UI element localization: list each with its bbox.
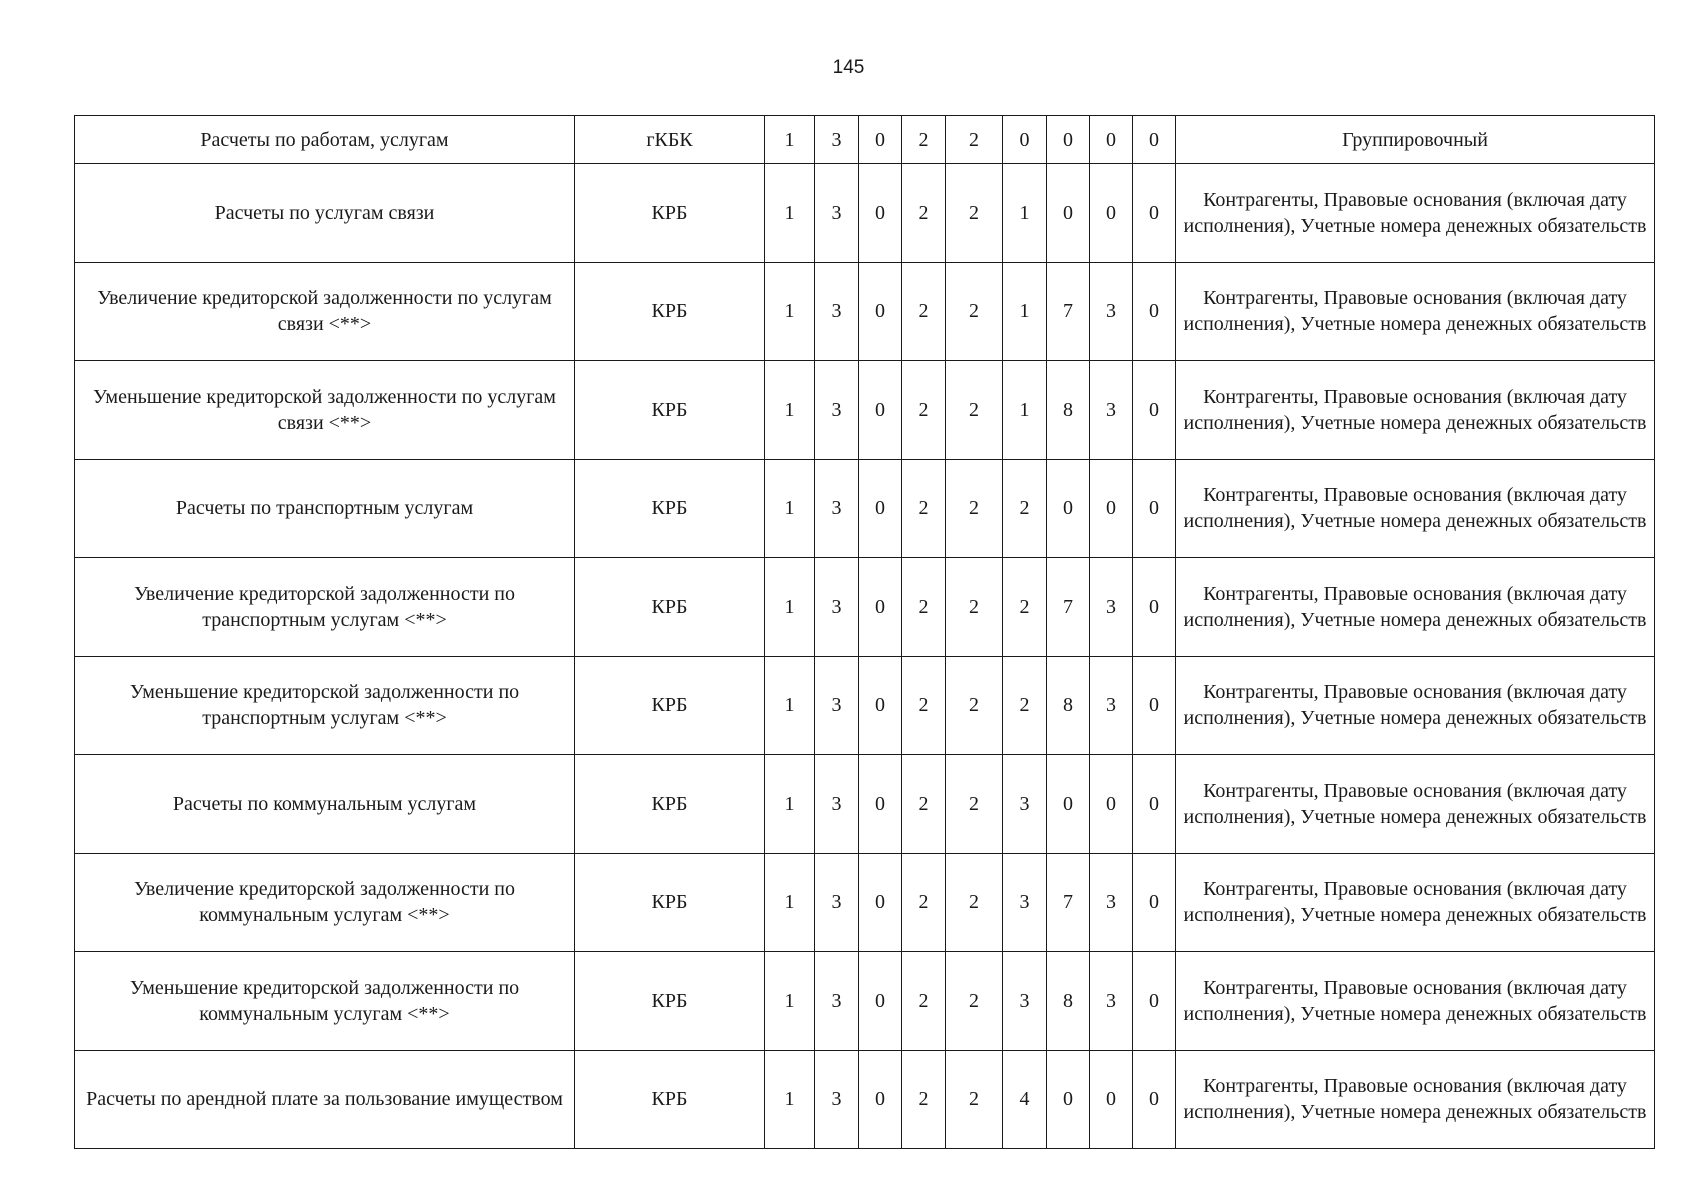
account-code-digit-cell: 1 — [765, 164, 815, 263]
account-code-digit-cell: 3 — [815, 656, 859, 755]
account-code-digit-cell: 2 — [902, 952, 946, 1051]
account-name-cell: Расчеты по коммунальным услугам — [75, 755, 575, 854]
account-code-digit-cell: 2 — [902, 262, 946, 361]
account-code-digit-cell: 2 — [946, 558, 1003, 657]
account-code-digit-cell: 2 — [1003, 459, 1047, 558]
account-code-digit-cell: 1 — [1003, 262, 1047, 361]
account-code-digit-cell: 1 — [765, 656, 815, 755]
account-code-digit-cell: 2 — [902, 853, 946, 952]
account-code-digit-cell: 2 — [1003, 656, 1047, 755]
accounts-table — [74, 115, 1655, 1149]
account-name-cell: Уменьшение кредиторской задолженности по коммунальным услугам <**> — [75, 952, 575, 1051]
account-type-cell: КРБ — [575, 853, 765, 952]
account-type-cell: КРБ — [575, 1050, 765, 1149]
account-code-digit-cell: 0 — [859, 459, 902, 558]
table-row — [75, 262, 1655, 361]
account-code-digit-cell: 0 — [859, 952, 902, 1051]
account-code-digit-cell: 3 — [1090, 558, 1133, 657]
analytics-attributes-cell: Контрагенты, Правовые основания (включая дату исполнения), Учетные номера денежных обязательств — [1176, 1050, 1655, 1149]
account-name-cell: Расчеты по транспортным услугам — [75, 459, 575, 558]
account-code-digit-cell: 1 — [765, 361, 815, 460]
account-type-cell: КРБ — [575, 755, 765, 854]
account-code-digit-cell: 8 — [1047, 952, 1090, 1051]
account-code-digit-cell: 2 — [902, 116, 946, 164]
account-code-digit-cell: 3 — [1090, 361, 1133, 460]
account-code-digit-cell: 1 — [1003, 361, 1047, 460]
analytics-attributes-cell: Группировочный — [1176, 116, 1655, 164]
account-code-digit-cell: 0 — [859, 755, 902, 854]
account-code-digit-cell: 0 — [1133, 952, 1176, 1051]
account-code-digit-cell: 0 — [1003, 116, 1047, 164]
table-row — [75, 459, 1655, 558]
account-code-digit-cell: 2 — [902, 1050, 946, 1149]
table-row — [75, 558, 1655, 657]
account-code-digit-cell: 0 — [1133, 558, 1176, 657]
account-code-digit-cell: 3 — [815, 952, 859, 1051]
account-code-digit-cell: 0 — [1133, 164, 1176, 263]
account-code-digit-cell: 0 — [1133, 1050, 1176, 1149]
account-code-digit-cell: 3 — [815, 262, 859, 361]
account-code-digit-cell: 0 — [1047, 1050, 1090, 1149]
account-code-digit-cell: 1 — [765, 116, 815, 164]
account-code-digit-cell: 2 — [946, 262, 1003, 361]
account-code-digit-cell: 1 — [765, 262, 815, 361]
account-code-digit-cell: 0 — [859, 116, 902, 164]
account-code-digit-cell: 3 — [815, 116, 859, 164]
table-row — [75, 755, 1655, 854]
account-code-digit-cell: 3 — [1003, 755, 1047, 854]
account-type-cell: гКБК — [575, 116, 765, 164]
account-code-digit-cell: 0 — [1047, 755, 1090, 854]
analytics-attributes-cell: Контрагенты, Правовые основания (включая дату исполнения), Учетные номера денежных обязательств — [1176, 459, 1655, 558]
table-row — [75, 1050, 1655, 1149]
account-code-digit-cell: 0 — [1090, 755, 1133, 854]
account-code-digit-cell: 7 — [1047, 262, 1090, 361]
account-code-digit-cell: 0 — [859, 262, 902, 361]
account-code-digit-cell: 3 — [815, 558, 859, 657]
account-name-cell: Увеличение кредиторской задолженности по услугам связи <**> — [75, 262, 575, 361]
analytics-attributes-cell: Контрагенты, Правовые основания (включая дату исполнения), Учетные номера денежных обязательств — [1176, 558, 1655, 657]
account-code-digit-cell: 3 — [815, 459, 859, 558]
account-code-digit-cell: 2 — [902, 755, 946, 854]
account-code-digit-cell: 8 — [1047, 656, 1090, 755]
table-row — [75, 952, 1655, 1051]
account-code-digit-cell: 3 — [815, 755, 859, 854]
account-code-digit-cell: 2 — [946, 1050, 1003, 1149]
analytics-attributes-cell: Контрагенты, Правовые основания (включая дату исполнения), Учетные номера денежных обязательств — [1176, 755, 1655, 854]
account-code-digit-cell: 2 — [946, 164, 1003, 263]
table-body — [75, 116, 1655, 1149]
account-type-cell: КРБ — [575, 459, 765, 558]
account-code-digit-cell: 1 — [765, 558, 815, 657]
account-code-digit-cell: 0 — [1133, 459, 1176, 558]
account-code-digit-cell: 2 — [902, 558, 946, 657]
analytics-attributes-cell: Контрагенты, Правовые основания (включая дату исполнения), Учетные номера денежных обязательств — [1176, 262, 1655, 361]
account-code-digit-cell: 0 — [1133, 361, 1176, 460]
account-code-digit-cell: 0 — [1047, 116, 1090, 164]
account-code-digit-cell: 0 — [1133, 262, 1176, 361]
account-code-digit-cell: 2 — [902, 164, 946, 263]
account-code-digit-cell: 2 — [946, 361, 1003, 460]
page-number: 145 — [832, 57, 865, 78]
account-code-digit-cell: 0 — [1090, 164, 1133, 263]
account-name-cell: Расчеты по работам, услугам — [75, 116, 575, 164]
account-code-digit-cell: 0 — [1090, 1050, 1133, 1149]
account-code-digit-cell: 7 — [1047, 853, 1090, 952]
account-code-digit-cell: 0 — [859, 361, 902, 460]
account-code-digit-cell: 2 — [902, 656, 946, 755]
account-code-digit-cell: 7 — [1047, 558, 1090, 657]
account-type-cell: КРБ — [575, 558, 765, 657]
account-code-digit-cell: 2 — [902, 459, 946, 558]
account-type-cell: КРБ — [575, 656, 765, 755]
table-row — [75, 656, 1655, 755]
account-code-digit-cell: 1 — [765, 755, 815, 854]
table-row — [75, 361, 1655, 460]
account-type-cell: КРБ — [575, 952, 765, 1051]
account-code-digit-cell: 3 — [1003, 952, 1047, 1051]
account-type-cell: КРБ — [575, 262, 765, 361]
analytics-attributes-cell: Контрагенты, Правовые основания (включая дату исполнения), Учетные номера денежных обязательств — [1176, 164, 1655, 263]
account-code-digit-cell: 2 — [1003, 558, 1047, 657]
account-name-cell: Увеличение кредиторской задолженности по коммунальным услугам <**> — [75, 853, 575, 952]
account-code-digit-cell: 3 — [815, 853, 859, 952]
account-code-digit-cell: 0 — [1133, 853, 1176, 952]
account-code-digit-cell: 3 — [1090, 656, 1133, 755]
account-code-digit-cell: 1 — [765, 459, 815, 558]
account-name-cell: Расчеты по арендной плате за пользование имуществом — [75, 1050, 575, 1149]
account-code-digit-cell: 0 — [859, 164, 902, 263]
account-type-cell: КРБ — [575, 164, 765, 263]
account-name-cell: Увеличение кредиторской задолженности по транспортным услугам <**> — [75, 558, 575, 657]
account-name-cell: Расчеты по услугам связи — [75, 164, 575, 263]
account-code-digit-cell: 8 — [1047, 361, 1090, 460]
account-name-cell: Уменьшение кредиторской задолженности по услугам связи <**> — [75, 361, 575, 460]
account-code-digit-cell: 2 — [946, 656, 1003, 755]
account-name-cell: Уменьшение кредиторской задолженности по транспортным услугам <**> — [75, 656, 575, 755]
account-code-digit-cell: 1 — [1003, 164, 1047, 263]
account-code-digit-cell: 0 — [859, 656, 902, 755]
table-row — [75, 853, 1655, 952]
account-code-digit-cell: 2 — [902, 361, 946, 460]
account-code-digit-cell: 4 — [1003, 1050, 1047, 1149]
account-code-digit-cell: 0 — [859, 558, 902, 657]
account-code-digit-cell: 0 — [1090, 459, 1133, 558]
account-code-digit-cell: 0 — [1133, 656, 1176, 755]
account-code-digit-cell: 0 — [1133, 116, 1176, 164]
account-code-digit-cell: 3 — [1003, 853, 1047, 952]
account-code-digit-cell: 1 — [765, 1050, 815, 1149]
analytics-attributes-cell: Контрагенты, Правовые основания (включая дату исполнения), Учетные номера денежных обязательств — [1176, 656, 1655, 755]
account-code-digit-cell: 3 — [815, 1050, 859, 1149]
account-code-digit-cell: 1 — [765, 952, 815, 1051]
account-code-digit-cell: 3 — [1090, 262, 1133, 361]
account-code-digit-cell: 2 — [946, 853, 1003, 952]
account-code-digit-cell: 2 — [946, 952, 1003, 1051]
account-code-digit-cell: 0 — [1133, 755, 1176, 854]
account-code-digit-cell: 0 — [1047, 459, 1090, 558]
account-code-digit-cell: 2 — [946, 755, 1003, 854]
account-code-digit-cell: 1 — [765, 853, 815, 952]
account-code-digit-cell: 2 — [946, 459, 1003, 558]
table-row — [75, 164, 1655, 263]
account-code-digit-cell: 3 — [815, 164, 859, 263]
account-code-digit-cell: 0 — [1047, 164, 1090, 263]
table-row — [75, 116, 1655, 164]
analytics-attributes-cell: Контрагенты, Правовые основания (включая дату исполнения), Учетные номера денежных обязательств — [1176, 853, 1655, 952]
account-code-digit-cell: 0 — [859, 853, 902, 952]
account-type-cell: КРБ — [575, 361, 765, 460]
account-code-digit-cell: 3 — [815, 361, 859, 460]
account-code-digit-cell: 3 — [1090, 952, 1133, 1051]
analytics-attributes-cell: Контрагенты, Правовые основания (включая дату исполнения), Учетные номера денежных обязательств — [1176, 361, 1655, 460]
account-code-digit-cell: 0 — [1090, 116, 1133, 164]
account-code-digit-cell: 0 — [859, 1050, 902, 1149]
account-code-digit-cell: 3 — [1090, 853, 1133, 952]
analytics-attributes-cell: Контрагенты, Правовые основания (включая дату исполнения), Учетные номера денежных обязательств — [1176, 952, 1655, 1051]
account-code-digit-cell: 2 — [946, 116, 1003, 164]
